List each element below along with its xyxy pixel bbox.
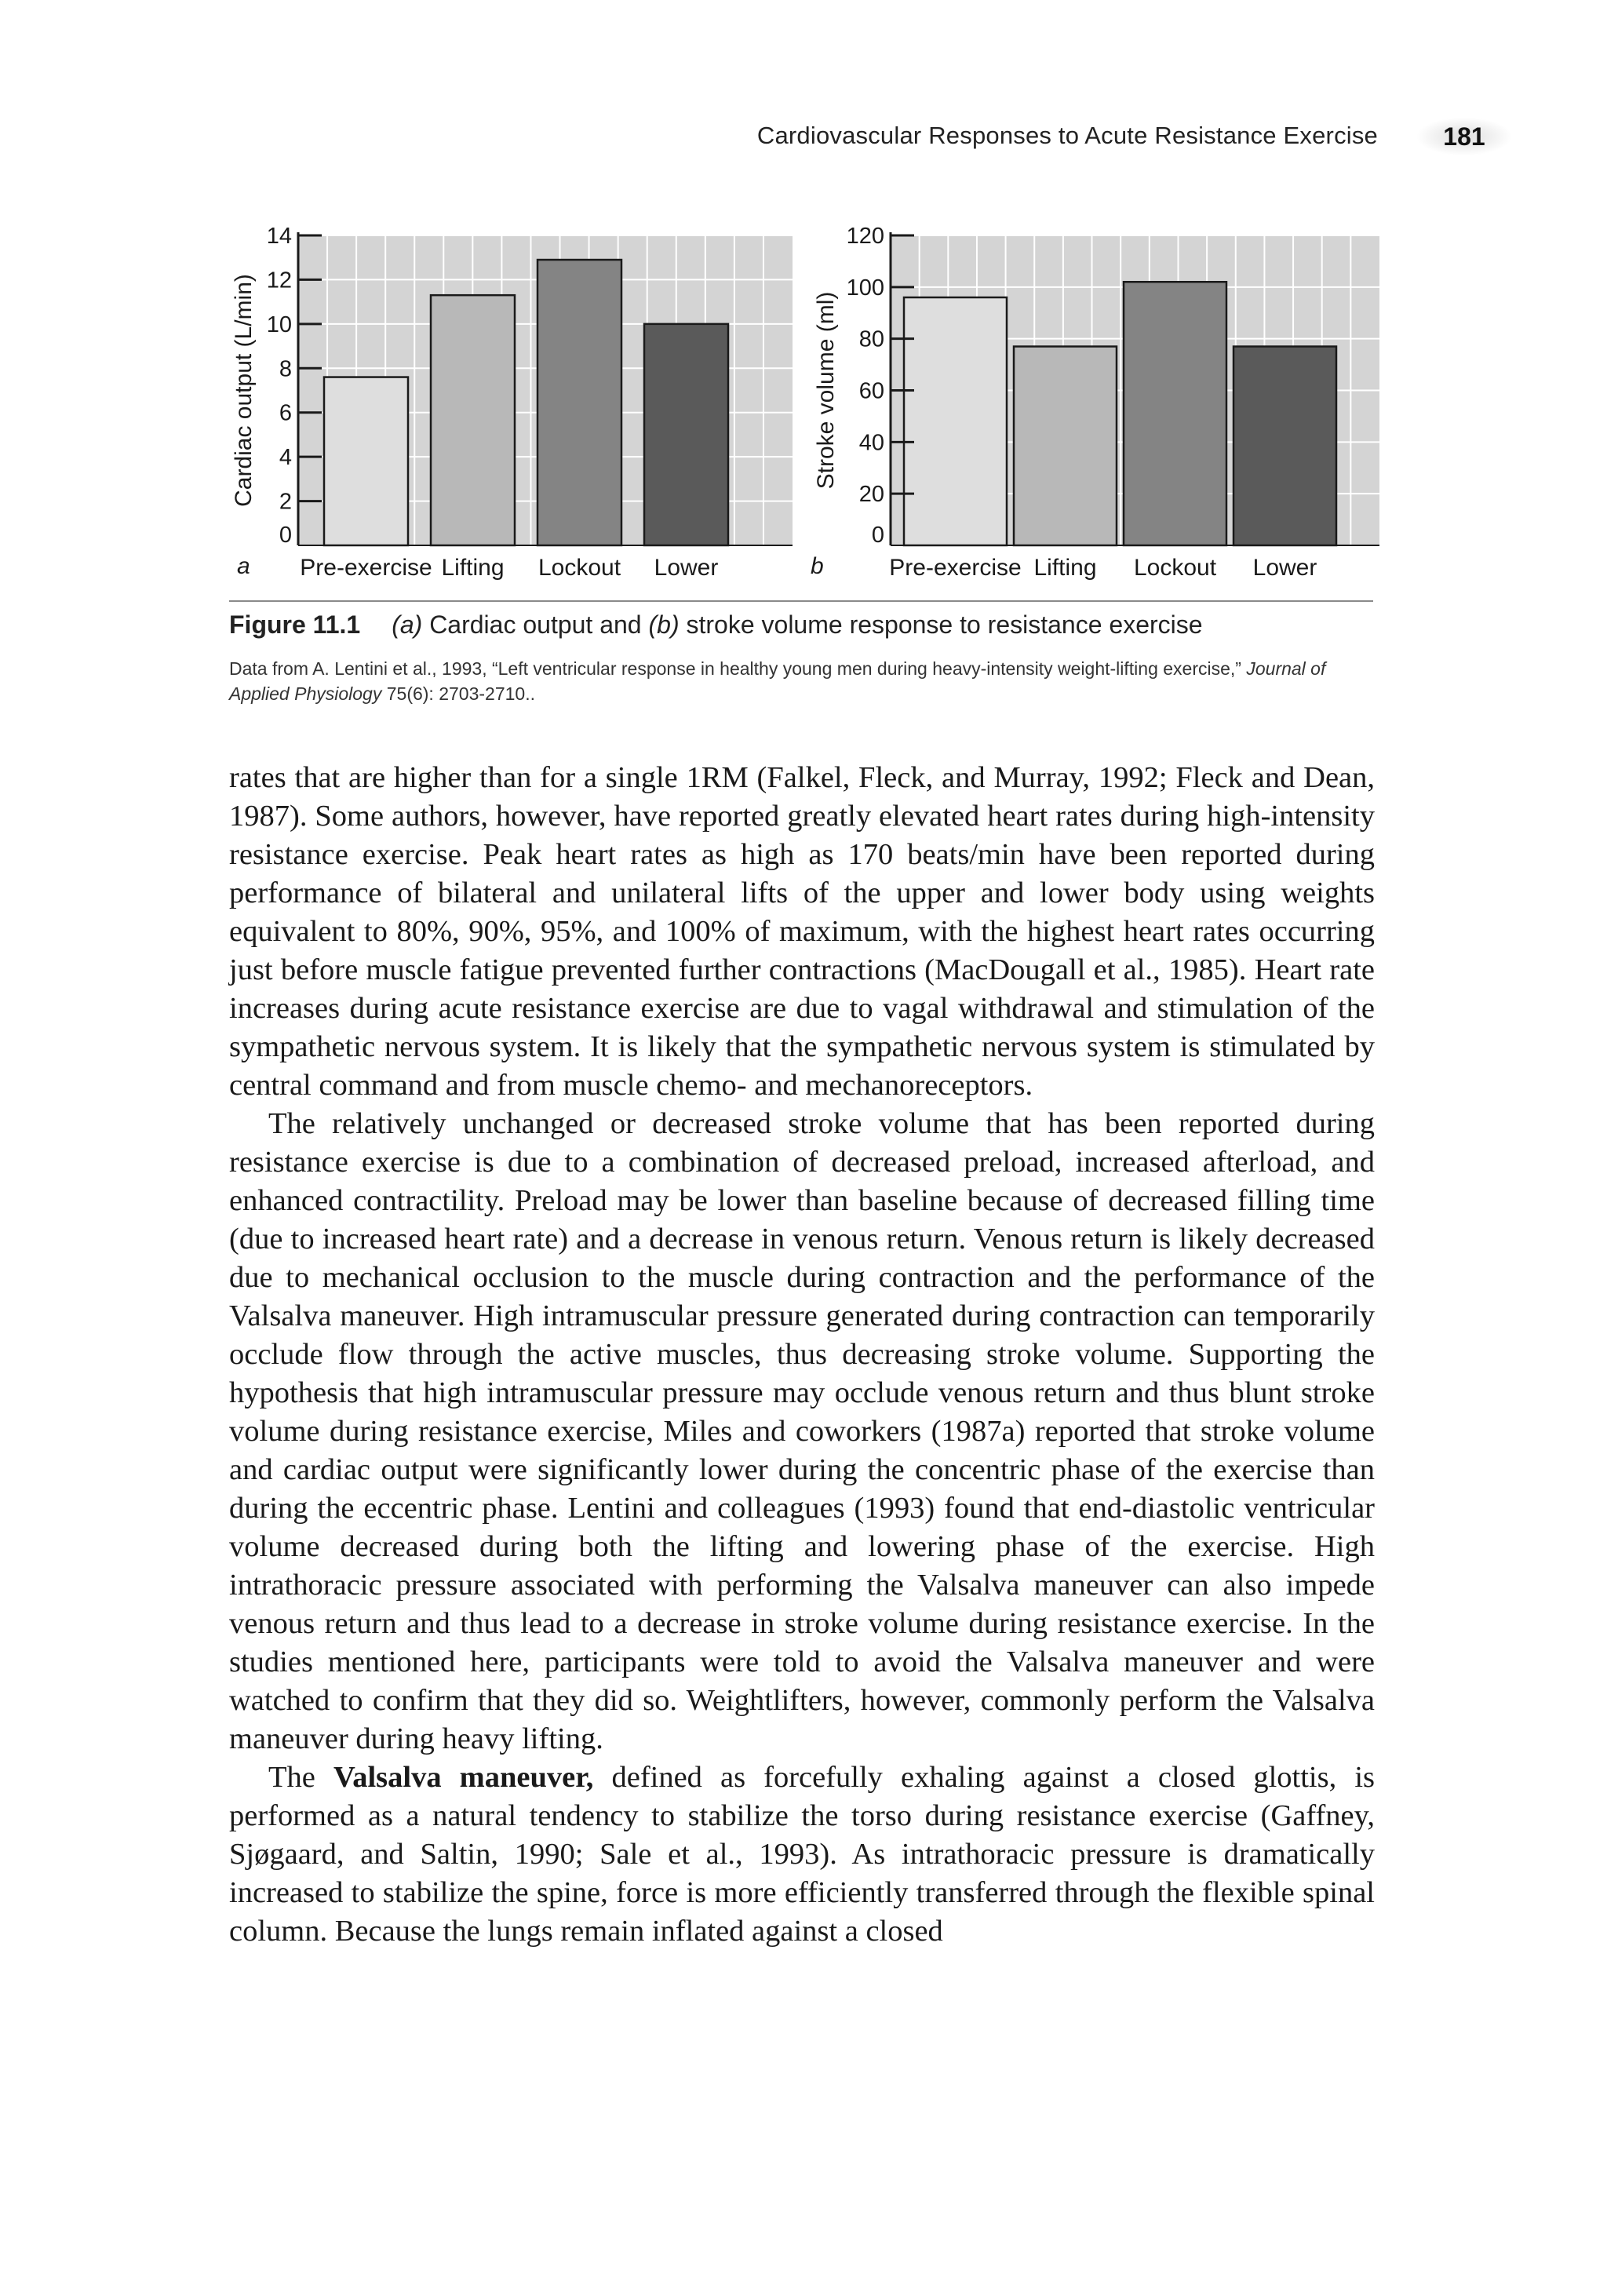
chart-a-category-label: Lockout — [537, 555, 621, 581]
chart-b-tick-label: 0 — [871, 523, 884, 548]
paragraph-3 — [229, 1758, 1375, 1951]
chart-a-tick-label: 0 — [279, 523, 292, 548]
chart-a-tick-label: 6 — [279, 400, 292, 426]
figure-charts — [0, 196, 1607, 589]
chart-a-y-axis-title: Cardiac output (L/min) — [231, 274, 257, 507]
chart-b-tick-label: 100 — [846, 275, 884, 301]
running-title: Cardiovascular Responses to Acute Resistance Exercise — [756, 122, 1378, 149]
chart-a-tick-label: 12 — [266, 268, 292, 293]
body-text — [229, 759, 1375, 1951]
chart-a-bar-pre-exercise — [324, 377, 408, 545]
chart-b-category-label: Lifting — [1033, 555, 1097, 581]
chart-b-tick-label: 60 — [858, 378, 884, 404]
caption-b-marker: (b) — [648, 610, 680, 639]
chart-b-category-label: Lower — [1252, 555, 1317, 581]
caption-divider — [229, 600, 1373, 602]
page-number: 181 — [1417, 118, 1511, 155]
figure-label: Figure 11.1 — [229, 610, 361, 639]
chart-b-y-axis-title: Stroke volume (ml) — [813, 291, 839, 490]
paragraph-2: The relatively unchanged or decreased stroke volume that has been reported during resistance exercise is due to a combination of decreased preload, increased afterload, and enhanced contractility. Preload may be lower than baseline because of decreased filling time (due to increased heart rate) and a decrease in venous return. Venous return is likely decreased due to mechanical occlusion to the muscle during contraction and the performance of the Valsalva maneuver. High intramuscular pressure generated during contraction can temporarily occlude flow through the active muscles, thus decreasing stroke volume. Supporting the hypothesis that high intramuscular pressure may occlude venous return and thus blunt stroke volume during resistance exercise, Miles and coworkers (1987a) reported that stroke volume and cardiac output were significantly lower during the concentric phase of the exercise than during the eccentric phase. Lentini and colleagues (1993) found that end-diastolic ventricular volume decreased during both the lifting and lowering phase of the exercise. High intrathoracic pressure associated with performing the Valsalva maneuver can also impede venous return and thus lead to a decrease in stroke volume during resistance exercise. In the studies mentioned here, participants were told to avoid the Valsalva maneuver and were watched to confirm that they did so. Weightlifters, however, commonly perform the Valsalva maneuver during heavy lifting. — [229, 1107, 1375, 1755]
figure-caption — [229, 610, 1375, 640]
credit-journal: Journal of Applied Physiology — [229, 658, 1326, 704]
chart-b-bar-pre-exercise — [904, 297, 1007, 545]
chart-a-category-label: Pre-exercise — [300, 555, 432, 581]
chart-b-category-label: Pre-exercise — [889, 555, 1022, 581]
caption-mid: Cardiac output and — [422, 610, 649, 639]
chart-b-bar-lifting — [1014, 347, 1117, 545]
paragraph-3-rest: defined as forcefully exhaling against a closed glottis, is performed as a natural tendency to stabilize the torso during resistance exercise (Gaffney, Sjøgaard, and Saltin, 1990; Sale et al., 1993). As intrathoracic pressure is dramatically increased to stabilize the spine, force is more efficiently transferred through the flexible spinal column. Because the lungs remain inflated against a closed — [229, 1761, 1375, 1948]
chart-a-bar-lockout — [537, 260, 621, 545]
chart-b-tick-label: 80 — [858, 326, 884, 352]
chart-b-panel-label: b — [811, 553, 824, 579]
chart-a-category-label: Lifting — [441, 555, 505, 581]
caption-a-marker: (a) — [392, 610, 423, 639]
chart-b-bar-lockout — [1124, 282, 1226, 545]
figure-credit — [229, 656, 1375, 706]
chart-a-tick-label: 4 — [279, 445, 292, 471]
paragraph-1: rates that are higher than for a single 1RM (Falkel, Fleck, and Murray, 1992; Fleck and Dean, 1987). Some authors, however, have reported greatly elevated heart rates during high-intensity resistance exercise. Peak heart rates as high as 170 beats/min have been reported during performance of bilateral and unilateral lifts of the upper and lower body using weights equivalent to 80%, 90%, 95%, and 100% of maximum, with the highest heart rates occurring just before muscle fatigue prevented further contractions (MacDougall et al., 1985). Heart rate increases during acute resistance exercise are due to vagal withdrawal and stimulation of the sympathetic nervous system. It is likely that the sympathetic nervous system is stimulated by central command and from muscle chemo- and mechanoreceptors. — [229, 761, 1375, 1102]
valsalva-term: Valsalva maneuver, — [333, 1761, 594, 1794]
chart-a-panel-label: a — [237, 553, 250, 579]
chart-b-tick-label: 20 — [858, 482, 884, 508]
chart-a-bar-lower — [644, 324, 728, 545]
chart-b-tick-label: 120 — [846, 224, 884, 249]
chart-b-bar-lower — [1233, 347, 1336, 545]
chart-b-category-label: Lockout — [1133, 555, 1217, 581]
credit-end: 75(6): 2703-2710.. — [381, 683, 535, 704]
paragraph-3-lead: The — [268, 1761, 333, 1794]
page-header — [0, 0, 1607, 188]
chart-a-tick-label: 14 — [266, 224, 292, 249]
chart-a-category-label: Lower — [654, 555, 719, 581]
chart-a-tick-label: 10 — [266, 312, 292, 337]
figure-11-1 — [0, 196, 1607, 730]
chart-a-bar-lifting — [431, 295, 515, 545]
caption-end: stroke volume response to resistance exercise — [679, 610, 1203, 639]
chart-a-tick-label: 2 — [279, 489, 292, 515]
chart-b-tick-label: 40 — [858, 430, 884, 456]
credit-start: Data from A. Lentini et al., 1993, “Left ventricular response in healthy young men during heavy-intensity weight-lifting exercise,” — [229, 658, 1247, 679]
chart-a-tick-label: 8 — [279, 356, 292, 382]
